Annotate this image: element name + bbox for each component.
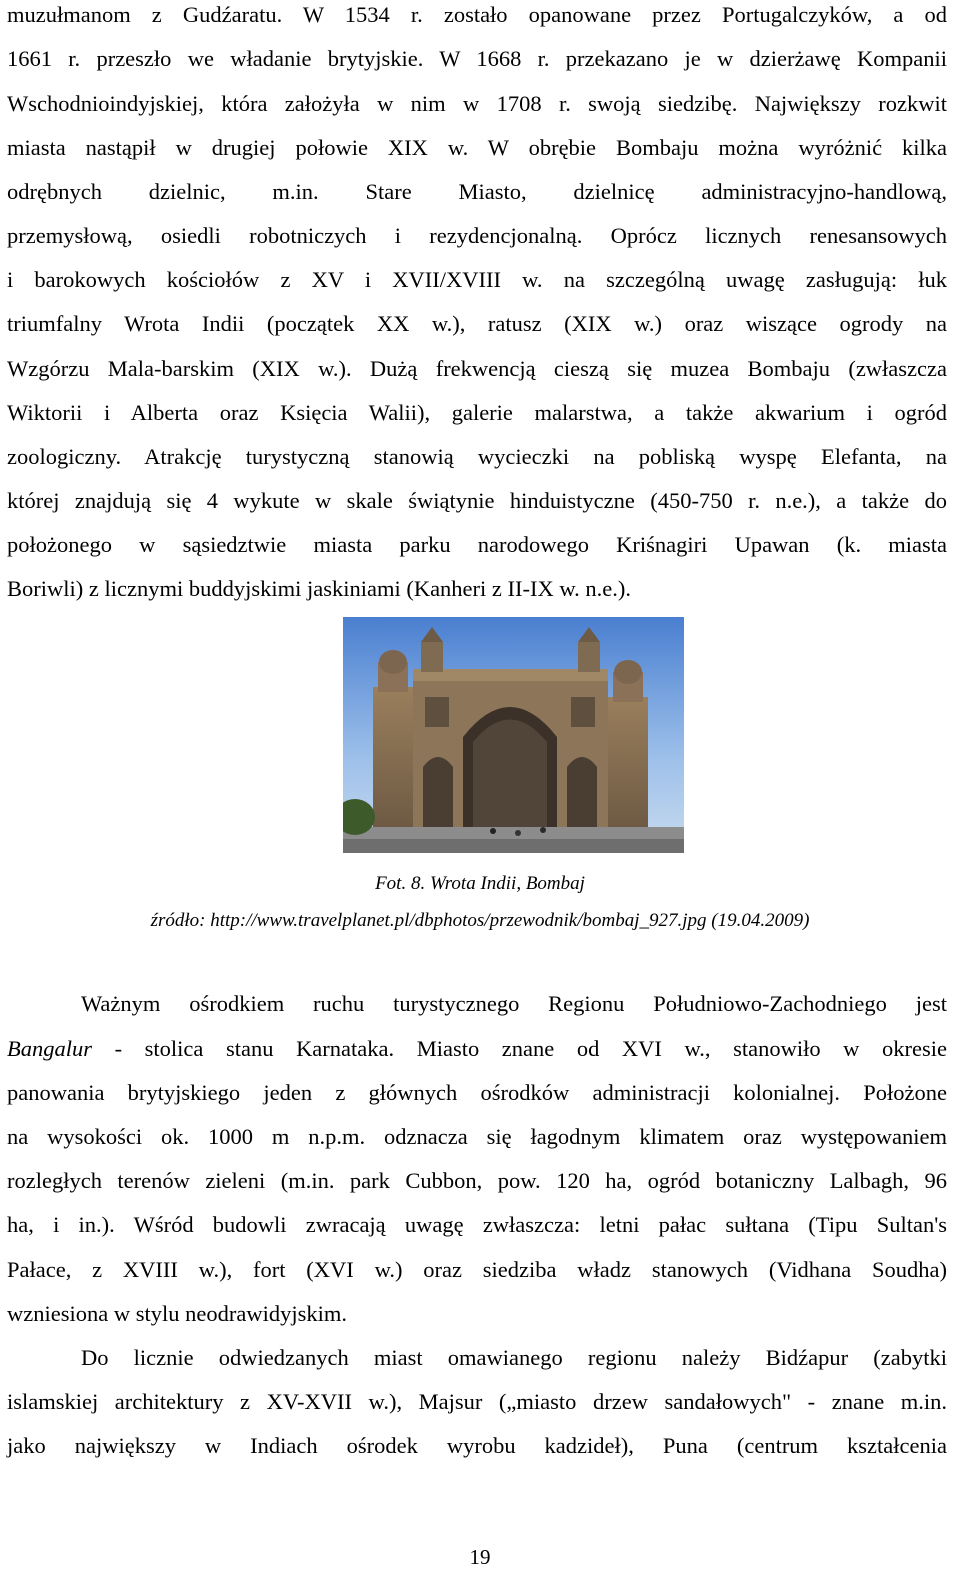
text-line: triumfalny Wrota Indii (początek XX w.), ratusz (XIX w.) oraz wiszące ogrody na: [7, 311, 947, 336]
text-line: panowania brytyjskiego jeden z głównych ośrodków administracji kolonialnej. Położone: [7, 1080, 947, 1105]
text-line: jako największy w Indiach ośrodek wyrobu kadzideł), Puna (centrum kształcenia: [7, 1433, 947, 1458]
text-line: której znajdują się 4 wykute w skale świątynie hinduistyczne (450-750 r. n.e.), a także do: [7, 488, 947, 513]
text-line: Ważnym ośrodkiem ruchu turystycznego Regionu Południowo-Zachodniego jest: [81, 991, 947, 1016]
text-line: miasta nastąpił w drugiej połowie XIX w. W obrębie Bombaju można wyróżnić kilka: [7, 135, 947, 160]
text-line: ha, i in.). Wśród budowli zwracają uwagę zwłaszcza: letni pałac sułtana (Tipu Sultan's: [7, 1212, 947, 1237]
text-line: i barokowych kościołów z XV i XVII/XVIII w. na szczególną uwagę zasługują: łuk: [7, 267, 947, 292]
page-number: 19: [469, 1545, 491, 1569]
text-line: muzułmanom z Gudźaratu. W 1534 r. zostało opanowane przez Portugalczyków, a od: [7, 2, 947, 27]
text-line: zoologiczny. Atrakcję turystyczną stanowią wycieczki na pobliską wyspę Elefanta, na: [7, 444, 947, 469]
text-line: Pałace, z XVIII w.), fort (XVI w.) oraz siedziba władz stanowych (Vidhana Soudha): [7, 1257, 947, 1282]
photo-caption-title: Fot. 8. Wrota Indii, Bombaj: [375, 873, 585, 894]
gateway-of-india-photo: [343, 617, 684, 853]
text-line: rozległych terenów zieleni (m.in. park Cubbon, pow. 120 ha, ogród botaniczny Lalbagh, 96: [7, 1168, 947, 1193]
text-line: wzniesiona w stylu neodrawidyjskim.: [7, 1301, 347, 1326]
text-line: islamskiej architektury z XV-XVII w.), Majsur („miasto drzew sandałowych" - znane m.in.: [7, 1389, 947, 1414]
text-line: [7, 1036, 947, 1062]
text-line: Do licznie odwiedzanych miast omawianego regionu należy Bidźapur (zabytki: [81, 1345, 947, 1370]
text-line: Boriwli) z licznymi buddyjskimi jaskiniami (Kanheri z II-IX w. n.e.).: [7, 576, 632, 601]
text-line: odrębnych dzielnic, m.in. Stare Miasto, dzielnicę administracyjno-handlową,: [7, 179, 947, 204]
text-line: Wschodnioindyjskiej, która założyła w nim w 1708 r. swoją siedzibę. Największy rozkwit: [7, 91, 947, 116]
text-line: położonego w sąsiedztwie miasta parku narodowego Kriśnagiri Upawan (k. miasta: [7, 532, 947, 557]
text-line: Wiktorii i Alberta oraz Księcia Walii), galerie malarstwa, a także akwarium i ogród: [7, 400, 947, 425]
text-line: 1661 r. przeszło we władanie brytyjskie. W 1668 r. przekazano je w dzierżawę Kompanii: [7, 46, 947, 71]
text-line: na wysokości ok. 1000 m n.p.m. odznacza się łagodnym klimatem oraz występowaniem: [7, 1124, 947, 1149]
text-line: Wzgórzu Mala-barskim (XIX w.). Dużą frekwencją cieszą się muzea Bombaju (zwłaszcza: [7, 356, 947, 381]
city-name-bangalur: Bangalur: [7, 1036, 93, 1061]
text-segment: - stolica stanu Karnataka. Miasto znane od XVI w., stanowiło w okresie: [92, 1036, 947, 1061]
photo-caption-source: źródło: http://www.travelplanet.pl/dbphotos/przewodnik/bombaj_927.jpg (19.04.2009): [150, 910, 810, 931]
text-line: przemysłową, osiedli robotniczych i rezydencjonalną. Oprócz licznych renesansowych: [7, 223, 947, 248]
